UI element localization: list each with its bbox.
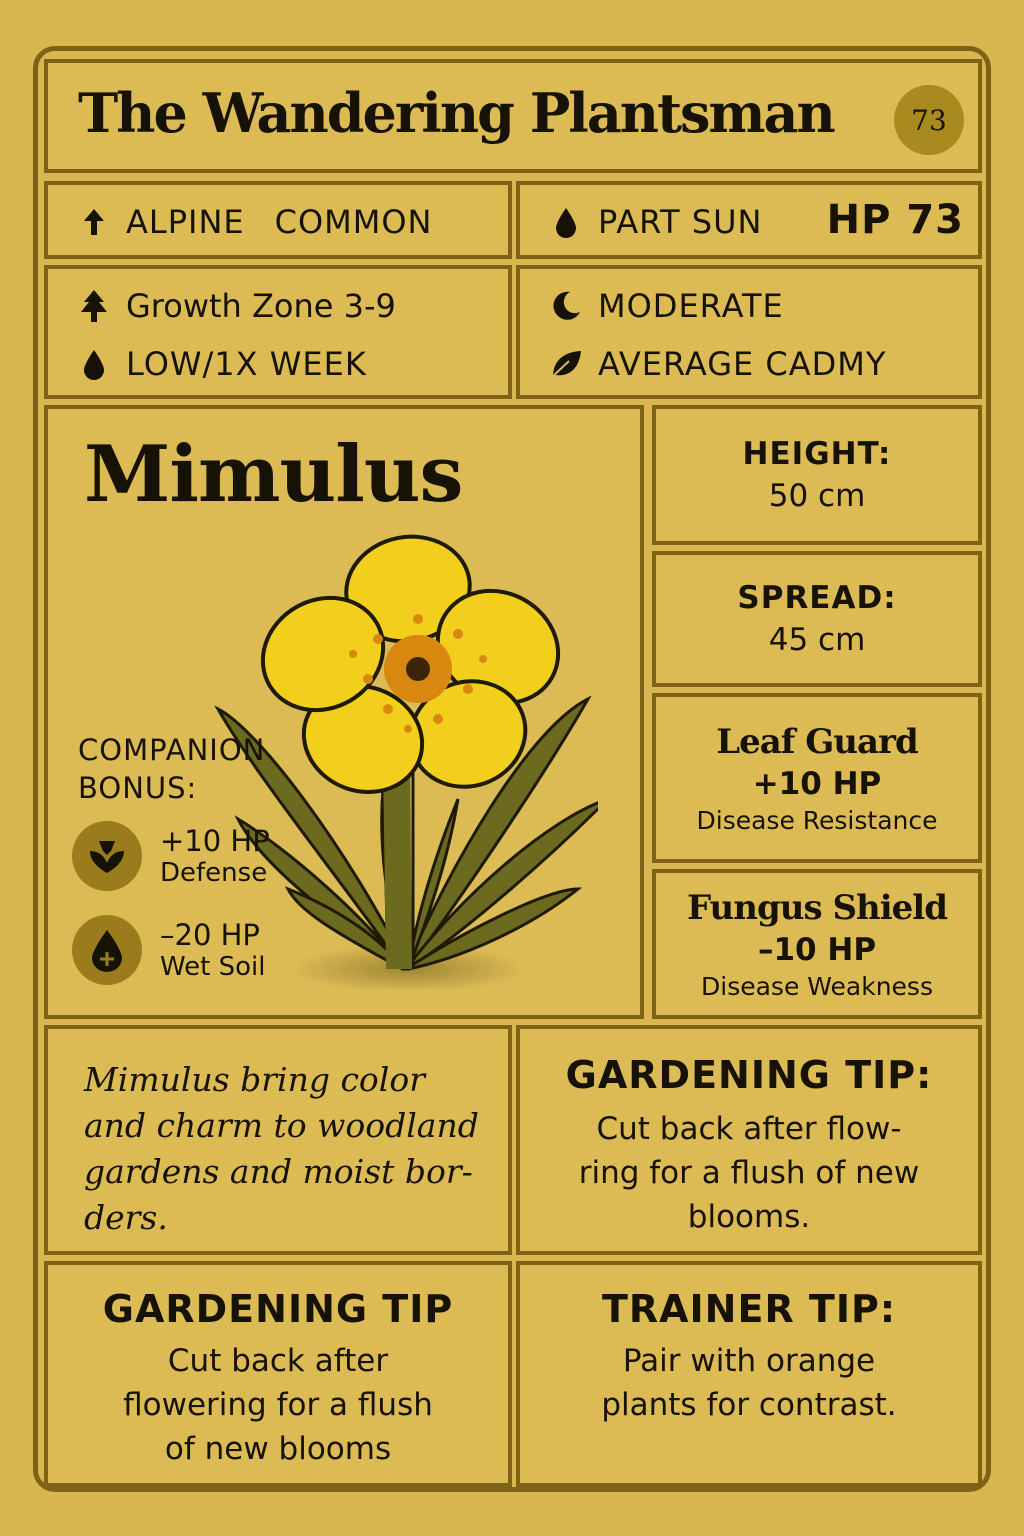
plant-panel	[44, 405, 644, 1019]
card-header	[44, 59, 982, 173]
flavor-line: Mimulus bring color	[84, 1060, 425, 1099]
tip-heading: GARDENING TIP	[102, 1287, 454, 1331]
flavor-line: and charm to woodland	[84, 1106, 479, 1145]
bonus2-name: Wet Soil	[160, 952, 266, 982]
drop-plus-icon	[72, 915, 142, 985]
height-label: HEIGHT:	[742, 436, 892, 472]
shield-leaf-icon	[72, 821, 142, 891]
gardening-tip-box	[516, 1025, 982, 1255]
hp-value: HP 73	[826, 197, 964, 243]
plant-name: Mimulus	[84, 429, 463, 520]
tip-line: ring for a flush of new	[578, 1155, 920, 1191]
stats-zone-box	[44, 265, 512, 399]
tip-line: Pair with orange	[622, 1343, 876, 1379]
water-drop-icon	[76, 346, 112, 382]
bonus1-name: Defense	[160, 858, 268, 888]
flavor-box	[44, 1025, 512, 1255]
leaf-icon	[548, 346, 584, 382]
stats-habitat-box	[44, 181, 512, 259]
zone-text: Growth Zone 3-9	[126, 287, 396, 325]
bonus2-hp: –20 HP	[160, 918, 260, 952]
modifier-desc: Disease Resistance	[696, 805, 938, 835]
tree-icon	[76, 288, 112, 324]
trainer-tip-box	[516, 1261, 982, 1487]
modifier-name: Fungus Shield	[687, 887, 947, 928]
spread-box	[652, 551, 982, 687]
companion-bonus-wet-soil	[72, 915, 266, 985]
tip-line: plants for contrast.	[601, 1387, 897, 1423]
card-title: The Wandering Plantsman	[78, 81, 834, 145]
hp-badge: 73	[894, 85, 964, 155]
height-value: 50 cm	[768, 478, 866, 514]
height-box	[652, 405, 982, 545]
tip-heading: GARDENING TIP:	[565, 1053, 933, 1097]
water-drop-icon	[548, 204, 584, 240]
modifier-fungus-shield	[652, 869, 982, 1019]
stats-light-box	[516, 181, 982, 259]
tip-heading: TRAINER TIP:	[601, 1287, 897, 1331]
stats-care-box	[516, 265, 982, 399]
plant-card	[33, 46, 991, 1492]
habitat-text: ALPINE	[126, 203, 245, 241]
tip-line: of new blooms	[164, 1431, 392, 1467]
soil-text: AVERAGE CADMY	[598, 345, 887, 383]
modifier-desc: Disease Weakness	[701, 971, 933, 1001]
rarity-text: COMMON	[274, 203, 433, 241]
flavor-line: ders.	[84, 1198, 168, 1237]
care-text: MODERATE	[598, 287, 784, 325]
companion-label-line1: COMPANION	[78, 733, 266, 767]
arrow-up-icon	[76, 204, 112, 240]
companion-bonus-defense	[72, 821, 270, 891]
modifier-hp: –10 HP	[757, 931, 877, 968]
tip-line: blooms.	[687, 1199, 811, 1235]
tip-line: Cut back after flow-	[596, 1111, 902, 1147]
companion-label-line2: BONUS:	[78, 771, 198, 805]
modifier-leaf-guard	[652, 693, 982, 863]
spread-value: 45 cm	[768, 622, 866, 658]
gardening-tip-box-2	[44, 1261, 512, 1487]
moon-icon	[548, 288, 584, 324]
tip-line: flowering for a flush	[123, 1387, 433, 1423]
spread-label: SPREAD:	[737, 580, 897, 616]
modifier-hp: +10 HP	[752, 765, 882, 802]
light-text: PART SUN	[598, 203, 763, 241]
tip-line: Cut back after	[167, 1343, 389, 1379]
flavor-line: gardens and moist bor-	[84, 1152, 473, 1191]
water-text: LOW/1X WEEK	[126, 345, 367, 383]
modifier-name: Leaf Guard	[716, 721, 918, 762]
bonus1-hp: +10 HP	[160, 824, 270, 858]
